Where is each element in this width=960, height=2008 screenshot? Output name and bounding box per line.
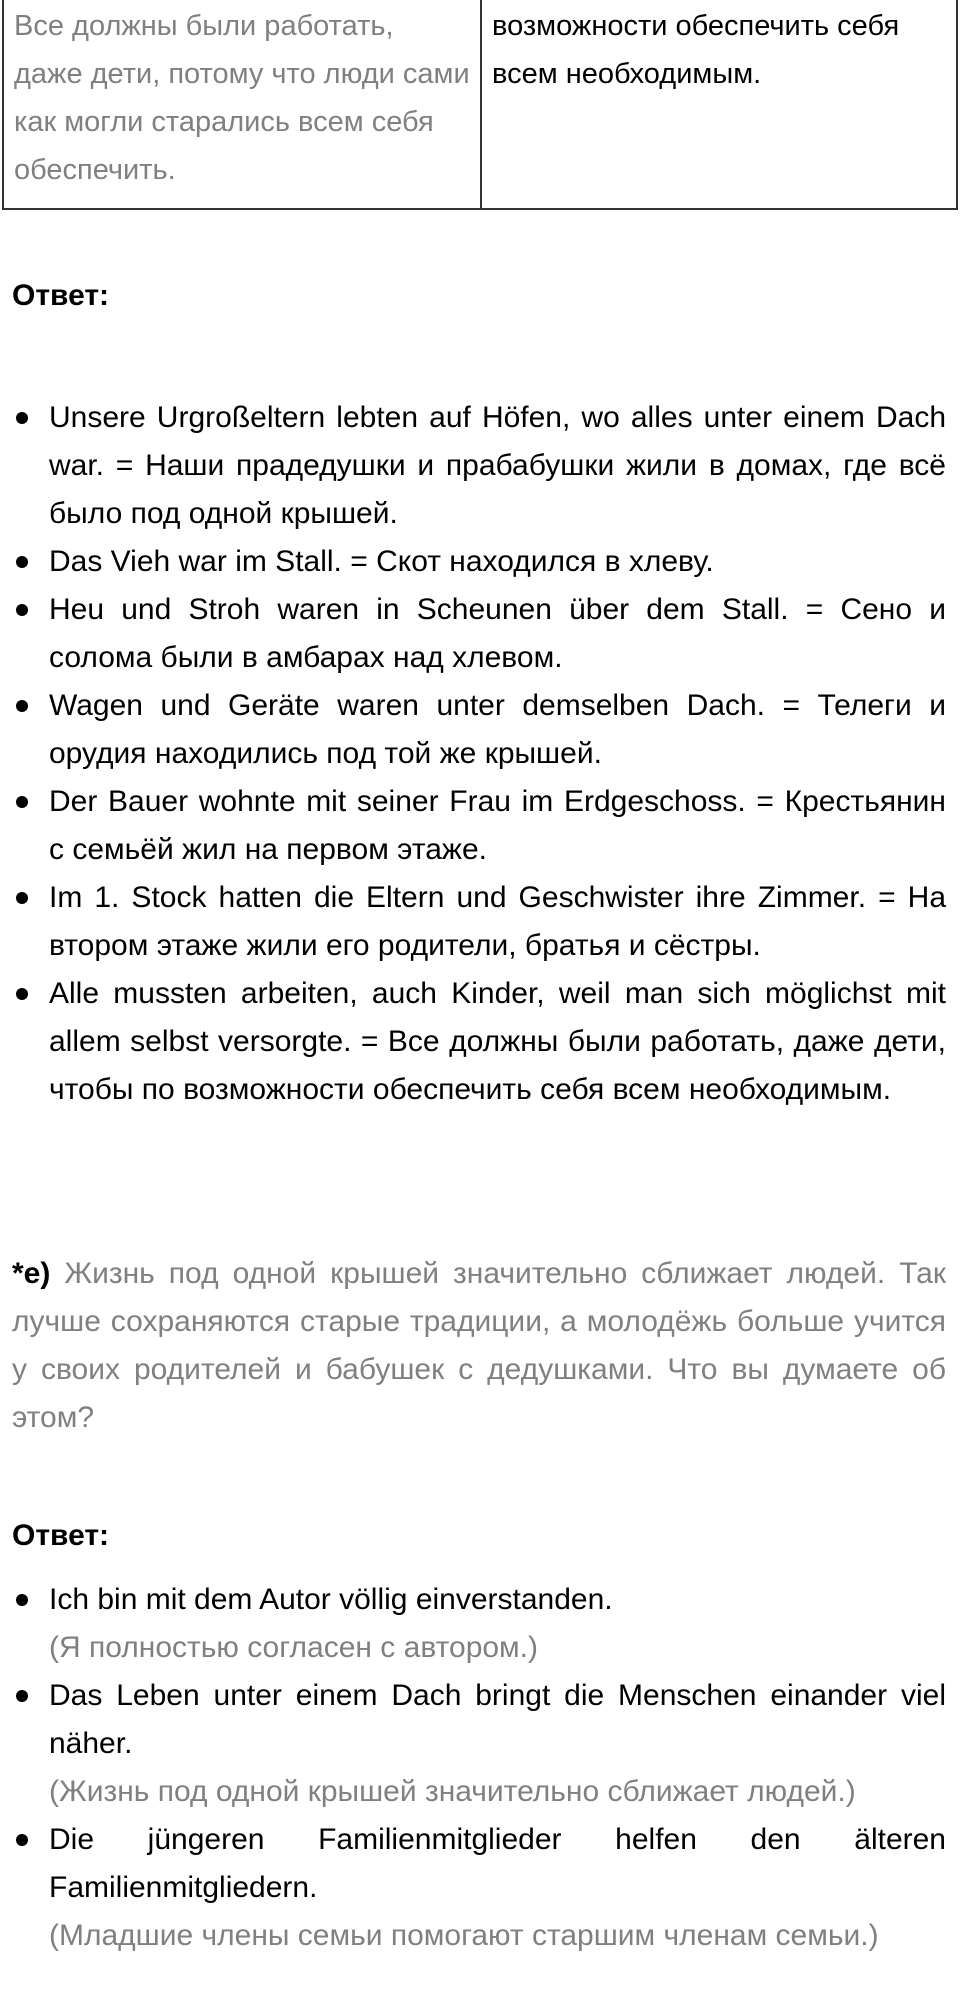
answer-heading-1: Ответ: — [12, 279, 110, 312]
list-item-text: Im 1. Stock hatten die Eltern und Geschwister ihre Zimmer. = На втором этаже жили его родители, братья и сёстры. — [49, 881, 946, 962]
list-item-text: Alle mussten arbeiten, auch Kinder, weil man sich möglichst mit allem selbst versorgte. = Все должны были работать, даже дети, чтобы по возможности обеспечить себя всем необходимым. — [49, 977, 946, 1106]
list-item-text: Der Bauer wohnte mit seiner Frau im Erdgeschoss. = Крестьянин с семьёй жил на первом этаже. — [49, 785, 946, 866]
list-item-text: Das Vieh war im Stall. = Скот находился в хлеву. — [49, 545, 714, 578]
list-item-text: Heu und Stroh waren in Scheunen über dem Stall. = Сено и солома были в амбарах над хлевом. — [49, 593, 946, 674]
bullet-icon — [16, 412, 28, 424]
list-item-text: Wagen und Geräte waren unter demselben Dach. = Телеги и орудия находились под той же крышей. — [49, 689, 946, 770]
bullet-icon — [16, 700, 28, 712]
bullet-icon — [16, 988, 28, 1000]
list-item-text-de: Das Leben unter einem Dach bringt die Menschen einander viel näher. — [49, 1679, 946, 1760]
table-cell-source: Все должны были работать, даже дети, потому что люди сами как могли старались всем себя обеспечить. — [4, 0, 482, 208]
bullet-icon — [16, 604, 28, 616]
list-item-text-de: Ich bin mit dem Autor völlig einverstanden. — [49, 1583, 613, 1616]
bullet-icon — [16, 1690, 28, 1702]
list-item-text-de: Die jüngeren Familienmitglieder helfen den älteren Familienmitgliedern. — [49, 1823, 946, 1904]
list-item — [0, 874, 960, 970]
list-item — [0, 538, 960, 586]
list-item-translation: (Я полностью согласен с автором.) — [49, 1631, 539, 1664]
list-item — [0, 394, 960, 538]
exercise-question — [12, 1250, 946, 1442]
list-item — [0, 970, 960, 1114]
bullet-icon — [16, 1834, 28, 1846]
list-item — [0, 1816, 960, 1960]
list-item — [0, 1576, 960, 1672]
list-item-translation: (Младшие члены семьи помогают старшим членам семьи.) — [49, 1919, 879, 1952]
list-item — [0, 778, 960, 874]
list-item-text: Unsere Urgroßeltern lebten auf Höfen, wo alles unter einem Dach war. = Наши прадедушки и прабабушки жили в домах, где всё было под одной крышей. — [49, 401, 946, 530]
translation-table-fragment — [2, 0, 958, 210]
exercise-question-text: Жизнь под одной крышей значительно сближает людей. Так лучше сохраняются старые традиции, а молодёжь больше учится у своих родителей и бабушек с дедушками. Что вы думаете об этом? — [12, 1257, 946, 1434]
exercise-marker: *е) — [12, 1257, 51, 1290]
list-item — [0, 586, 960, 682]
bullet-icon — [16, 556, 28, 568]
answer-list-1 — [0, 394, 960, 1114]
list-item-translation: (Жизнь под одной крышей значительно сближает людей.) — [49, 1775, 856, 1808]
bullet-icon — [16, 796, 28, 808]
answer-list-2 — [0, 1576, 960, 1960]
answer-heading-2: Ответ: — [12, 1519, 110, 1552]
bullet-icon — [16, 892, 28, 904]
bullet-icon — [16, 1594, 28, 1606]
table-cell-target: возможности обеспечить себя всем необходимым. — [492, 10, 900, 90]
list-item — [0, 682, 960, 778]
list-item — [0, 1672, 960, 1816]
